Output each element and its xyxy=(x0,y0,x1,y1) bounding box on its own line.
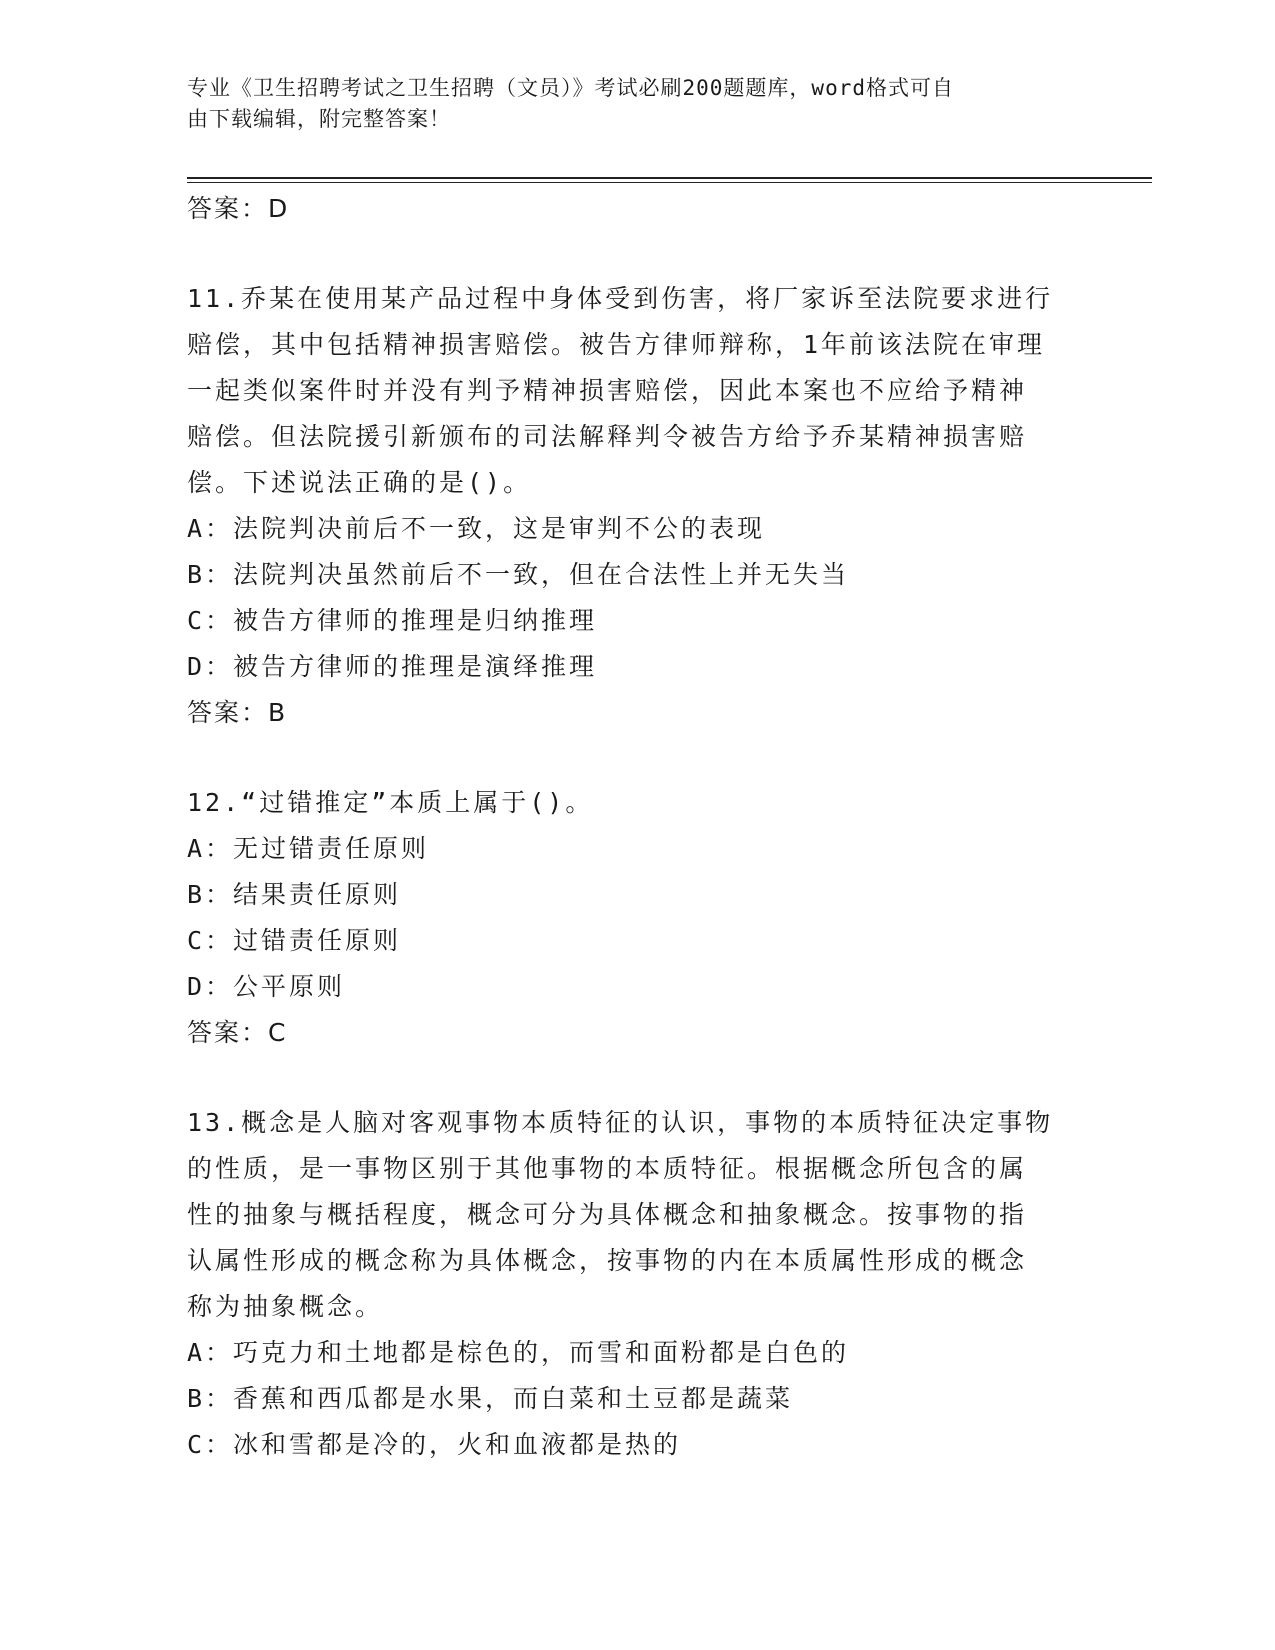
answer-line-previous: 答案：D xyxy=(187,194,290,223)
question-11-option-c: C：被告方律师的推理是归纳推理 xyxy=(187,606,598,635)
question-12-option-a: A：无过错责任原则 xyxy=(187,834,430,863)
question-11-stem-line-5: 偿。下述说法正确的是()。 xyxy=(187,468,532,497)
header-divider-thick xyxy=(187,177,1152,179)
document-body xyxy=(187,186,1107,1468)
question-11-option-d: D：被告方律师的推理是演绎推理 xyxy=(187,652,598,681)
header-text-line-2: 由下载编辑，附完整答案！ xyxy=(187,107,451,131)
question-11-stem-line-1: 11.乔某在使用某产品过程中身体受到伤害，将厂家诉至法院要求进行 xyxy=(187,284,1054,313)
spacer xyxy=(187,1056,1107,1100)
question-13-stem-line-1: 13.概念是人脑对客观事物本质特征的认识，事物的本质特征决定事物 xyxy=(187,1108,1054,1137)
question-11-answer: 答案：B xyxy=(187,698,288,727)
question-13-option-c: C：冰和雪都是冷的，火和血液都是热的 xyxy=(187,1430,682,1459)
question-12-option-b: B：结果责任原则 xyxy=(187,880,402,909)
question-12-stem-line-1: 12.“过错推定”本质上属于()。 xyxy=(187,788,594,817)
page-header xyxy=(187,73,1087,135)
question-11-stem-line-2: 赔偿，其中包括精神损害赔偿。被告方律师辩称，1年前该法院在审理 xyxy=(187,330,1046,359)
question-12-option-c: C：过错责任原则 xyxy=(187,926,402,955)
header-divider-thin xyxy=(187,182,1152,183)
spacer xyxy=(187,232,1107,276)
question-12-answer: 答案：C xyxy=(187,1018,288,1047)
question-12 xyxy=(187,780,1107,1010)
spacer xyxy=(187,736,1107,780)
question-13-stem-line-5: 称为抽象概念。 xyxy=(187,1292,384,1321)
question-11-stem-line-3: 一起类似案件时并没有判予精神损害赔偿，因此本案也不应给予精神 xyxy=(187,376,1028,405)
question-13-stem-line-3: 性的抽象与概括程度，概念可分为具体概念和抽象概念。按事物的指 xyxy=(187,1200,1028,1229)
question-13-option-a: A：巧克力和土地都是棕色的，而雪和面粉都是白色的 xyxy=(187,1338,850,1367)
header-text-line-1: 专业《卫生招聘考试之卫生招聘（文员）》考试必刷200题题库，word格式可自 xyxy=(187,76,954,100)
question-13-option-b: B：香蕉和西瓜都是水果，而白菜和土豆都是蔬菜 xyxy=(187,1384,794,1413)
question-12-option-d: D：公平原则 xyxy=(187,972,346,1001)
question-13-stem-line-2: 的性质，是一事物区别于其他事物的本质特征。根据概念所包含的属 xyxy=(187,1154,1028,1183)
question-13-stem-line-4: 认属性形成的概念称为具体概念，按事物的内在本质属性形成的概念 xyxy=(187,1246,1028,1275)
question-11-option-a: A：法院判决前后不一致，这是审判不公的表现 xyxy=(187,514,766,543)
question-13 xyxy=(187,1100,1107,1468)
question-11 xyxy=(187,276,1107,690)
question-11-option-b: B：法院判决虽然前后不一致，但在合法性上并无失当 xyxy=(187,560,850,589)
question-11-stem-line-4: 赔偿。但法院援引新颁布的司法解释判令被告方给予乔某精神损害赔 xyxy=(187,422,1028,451)
